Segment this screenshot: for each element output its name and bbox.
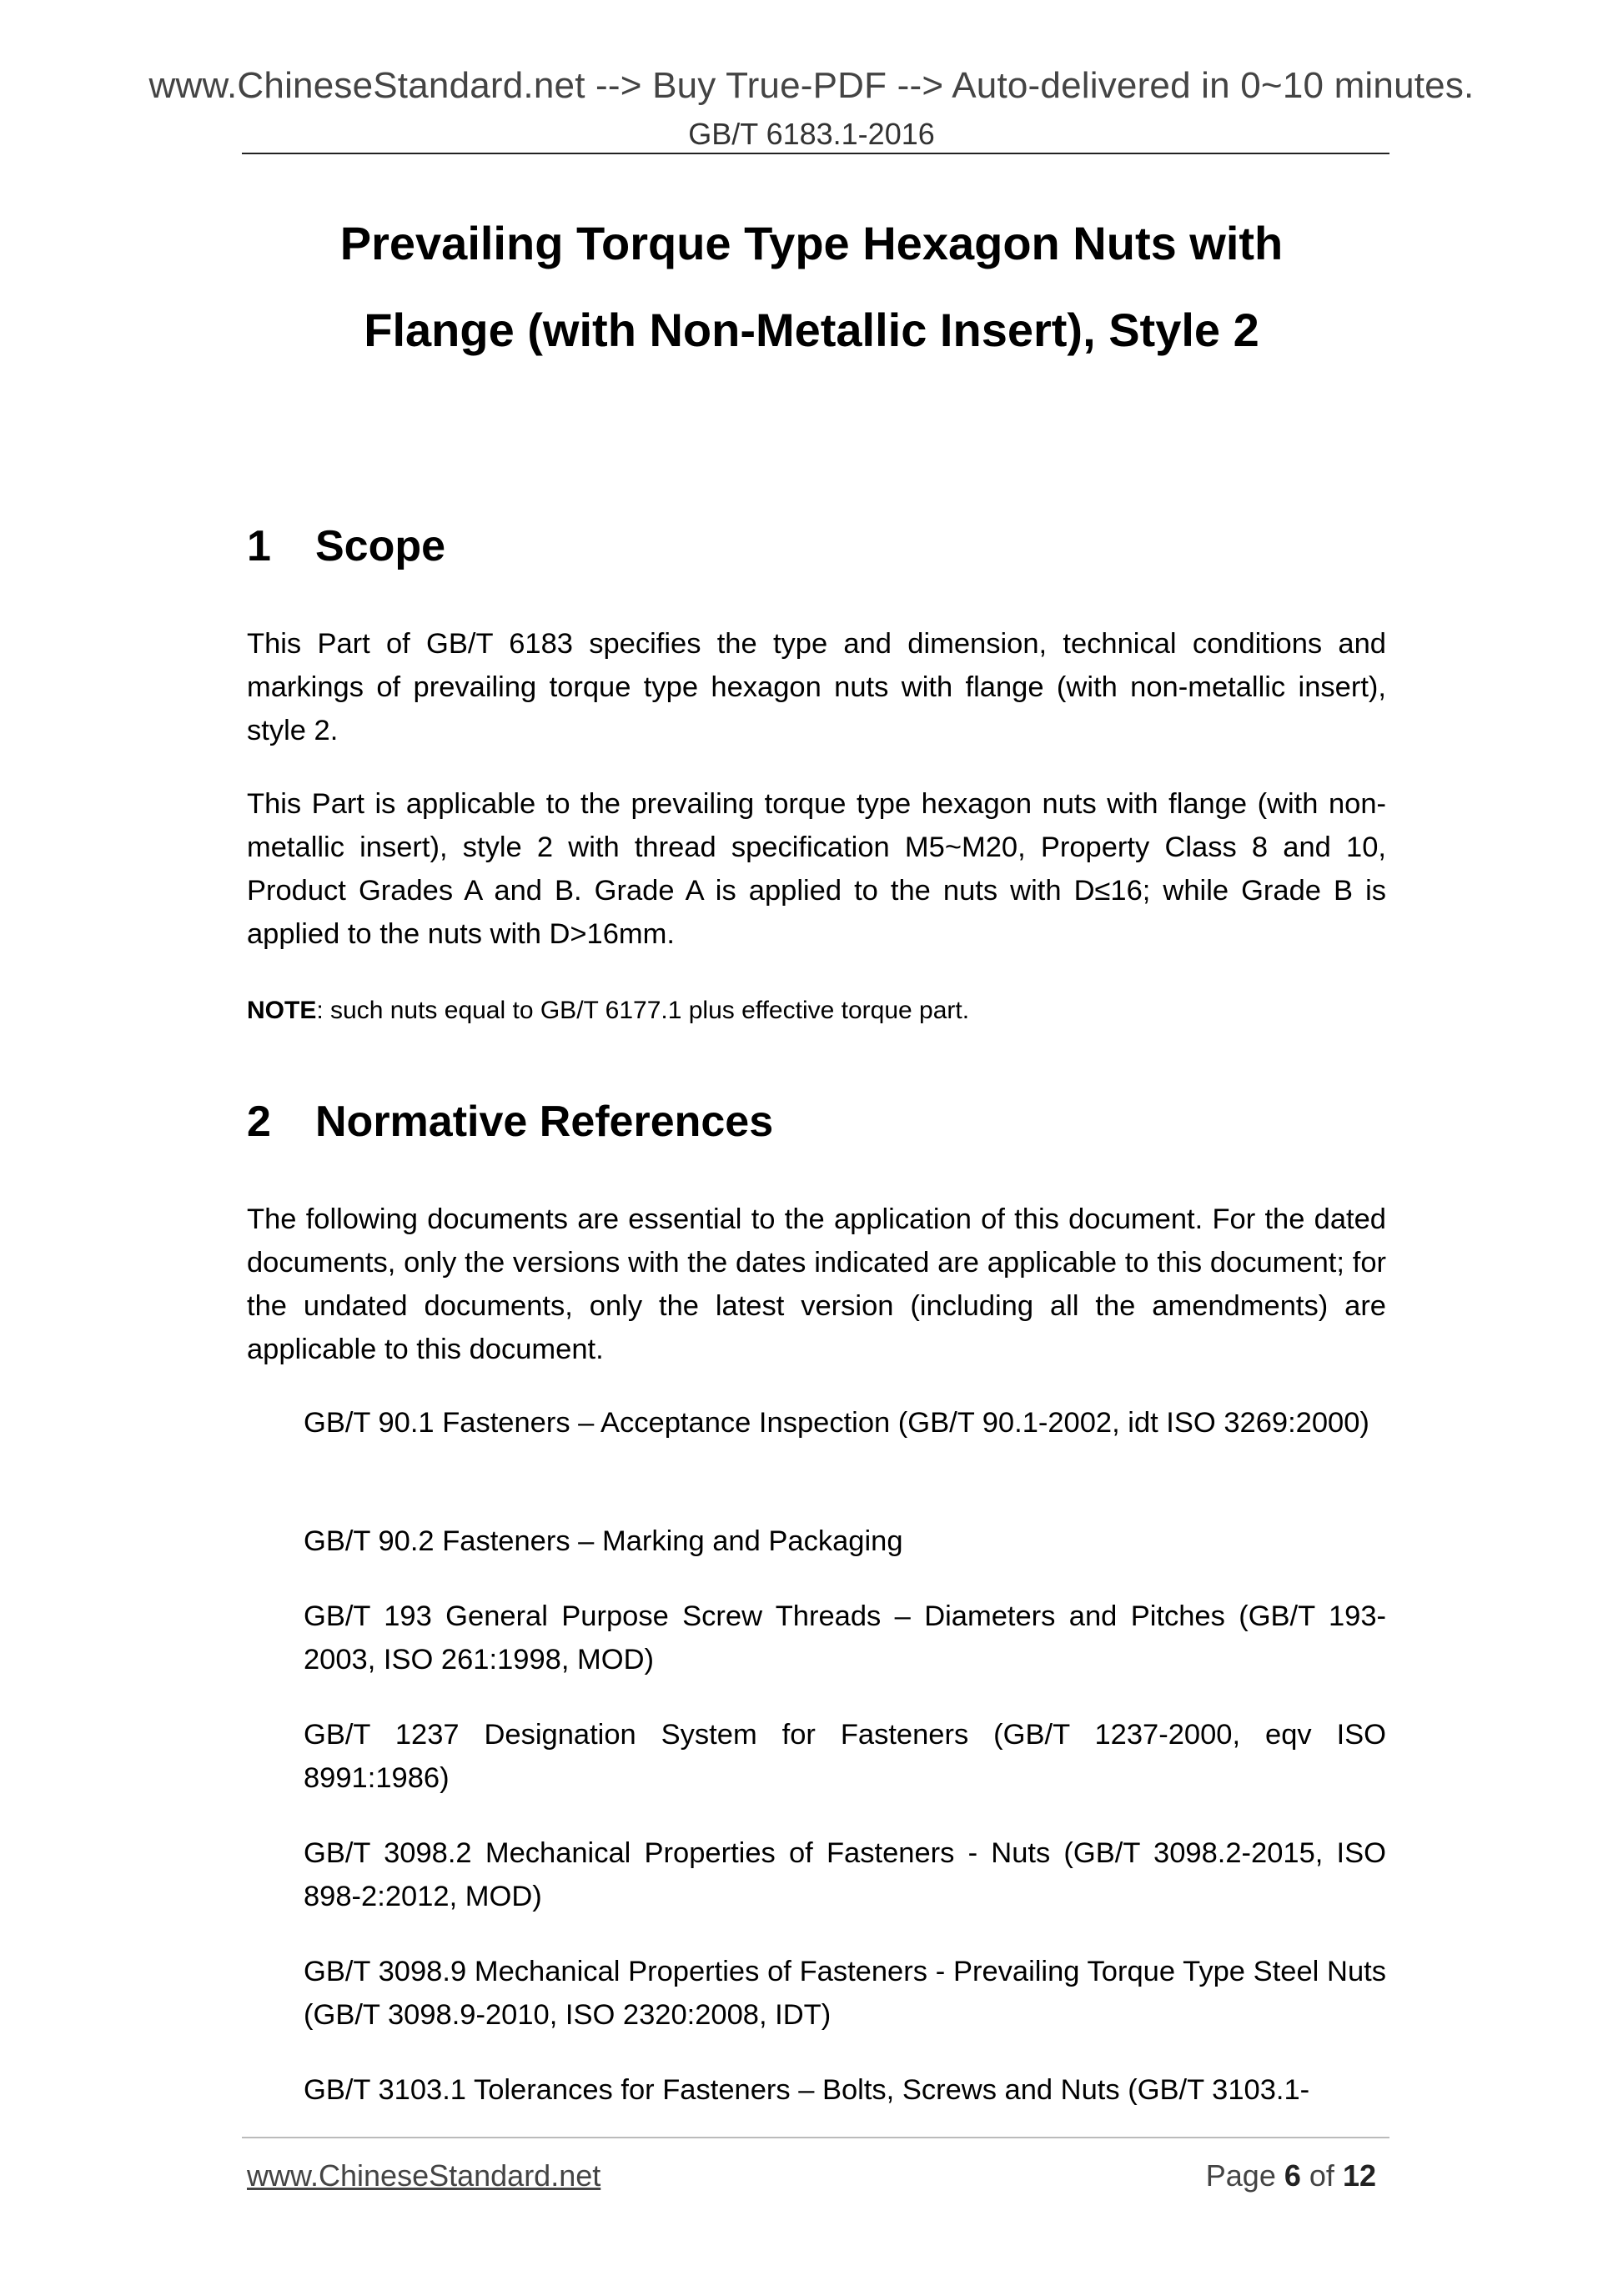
page-label: Page [1205,2158,1276,2193]
reference-item: GB/T 3098.2 Mechanical Properties of Fasteners - Nuts (GB/T 3098.2-2015, ISO 898-2:2012, MOD) [304,1837,1386,1912]
header-standard-id: GB/T 6183.1-2016 [688,117,935,151]
scope-paragraph-1: This Part of GB/T 6183 specifies the type and dimension, technical conditions and markings of prevailing torque type hexagon nuts with flange (with non-metallic insert), style 2. [247,628,1386,746]
page-of: of [1309,2158,1334,2193]
section-heading-scope [247,517,445,575]
scope-paragraph-2: This Part is applicable to the prevailing torque type hexagon nuts with flange (with non-metallic insert), style 2 with thread specification M5~M20, Property Class 8 and 10, Product Grades A and B. Grade A is applied to the nuts with D≤16; while Grade B is applied to the nuts with D>16mm. [247,788,1386,950]
footer-site-link[interactable]: www.ChineseStandard.net [247,2158,601,2193]
page-current: 6 [1284,2158,1301,2193]
note-text: : such nuts equal to GB/T 6177.1 plus effective torque part. [316,997,970,1024]
reference-item: GB/T 90.1 Fasteners – Acceptance Inspection (GB/T 90.1-2002, idt ISO 3269:2000) [304,1407,1369,1439]
scope-note [247,992,1386,1029]
header-divider [242,153,1389,154]
references-intro-paragraph: The following documents are essential to the application of this document. For the dated documents, only the versions with the dates indicated are applicable to this document; for the undated documents, only the latest version (including all the amendments) are applicable to this document. [247,1203,1386,1365]
reference-item: GB/T 3103.1 Tolerances for Fasteners – Bolts, Screws and Nuts (GB/T 3103.1- [304,2074,1310,2106]
reference-item: GB/T 193 General Purpose Screw Threads – Diameters and Pitches (GB/T 193-2003, ISO 261:1998, MOD) [304,1600,1386,1676]
reference-item: GB/T 90.2 Fasteners – Marking and Packaging [304,1525,903,1557]
reference-item: GB/T 1237 Designation System for Fasteners (GB/T 1237-2000, eqv ISO 8991:1986) [304,1719,1386,1794]
section-number: 2 [247,1098,271,1146]
document-title-line2: Flange (with Non-Metallic Insert), Style 2 [364,304,1259,356]
section-title: Scope [315,522,446,570]
section-heading-normative-references [247,1093,773,1151]
header-banner: www.ChineseStandard.net --> Buy True-PDF --> Auto-delivered in 0~10 minutes. [148,65,1475,106]
reference-item: GB/T 3098.9 Mechanical Properties of Fasteners - Prevailing Torque Type Steel Nuts (GB/T 3098.9-2010, ISO 2320:2008, IDT) [304,1956,1386,2031]
section-title: Normative References [315,1098,774,1146]
document-title [209,200,1414,374]
section-number: 1 [247,522,271,570]
footer-page-number [1206,2158,1376,2193]
document-title-line1: Prevailing Torque Type Hexagon Nuts with [339,217,1284,269]
footer-divider [242,2137,1389,2138]
note-label: NOTE [247,997,317,1024]
page-total: 12 [1342,2158,1376,2193]
